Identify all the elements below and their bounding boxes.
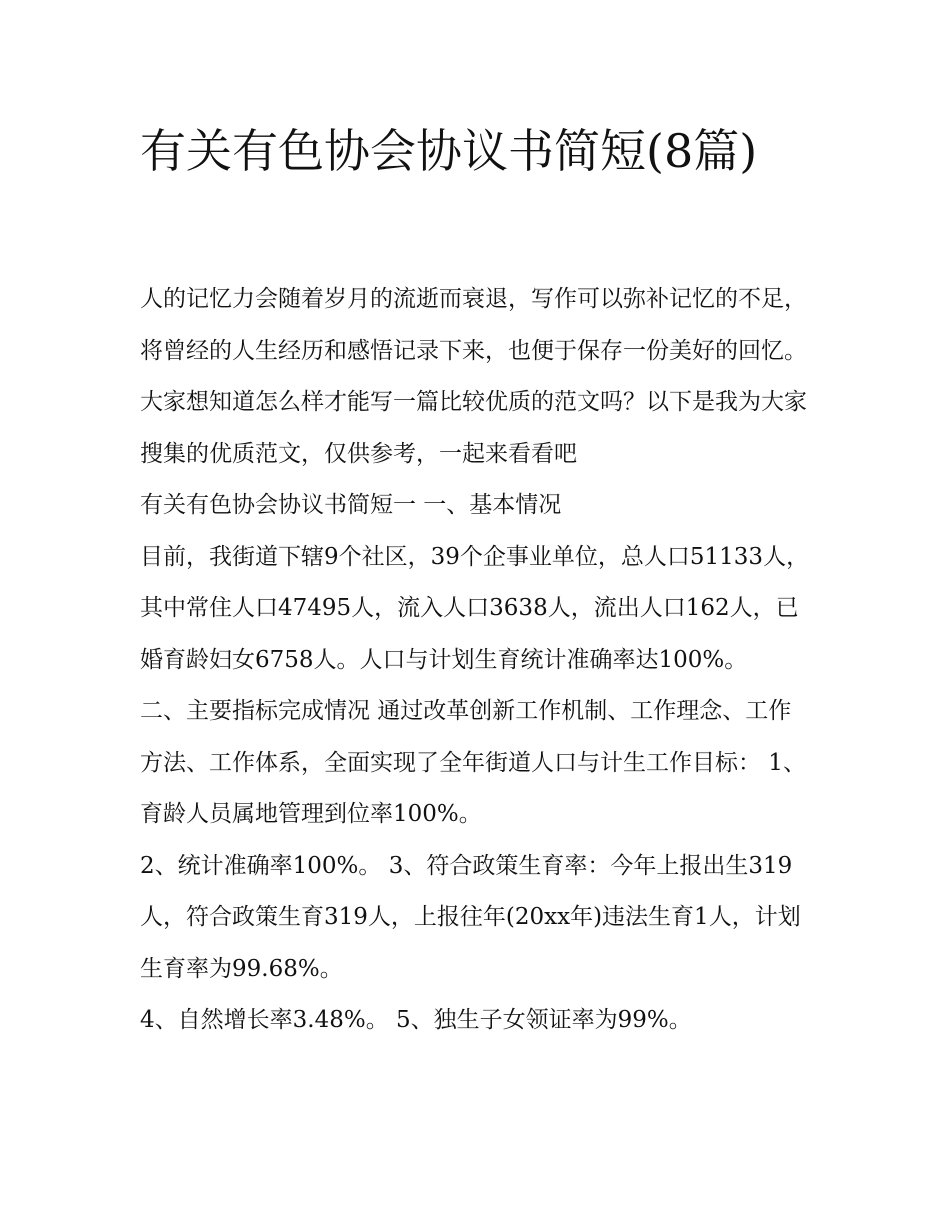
- paragraph-section-heading: 有关有色协会协议书简短一 一、基本情况: [140, 492, 562, 518]
- document-body: [140, 274, 812, 1047]
- paragraph-growth-rate: 4、自然增长率3.48%。 5、独生子女领证率为99%。: [140, 1007, 692, 1033]
- paragraph-basic-situation: 目前，我街道下辖9个社区，39个企事业单位，总人口51133人，其中常住人口47495人，流入人口3638人，流出人口162人，已婚育龄妇女6758人。人口与计划生育统计准确率达100%。: [140, 543, 810, 673]
- document-title: 有关有色协会协议书简短(8篇): [140, 124, 758, 178]
- paragraph-intro: 人的记忆力会随着岁月的流逝而衰退，写作可以弥补记忆的不足，将曾经的人生经历和感悟记录下来，也便于保存一份美好的回忆。大家想知道怎么样才能写一篇比较优质的范文吗？以下是我为大家搜集的优质范文，仅供参考，一起来看看吧: [140, 286, 807, 467]
- paragraph-main-indicators: 二、主要指标完成情况 通过改革创新工作机制、工作理念、工作方法、工作体系，全面实现了全年街道人口与计生工作目标： 1、育龄人员属地管理到位率100%。: [140, 698, 806, 827]
- paragraph-statistics: 2、统计准确率100%。 3、符合政策生育率：今年上报出生319人，符合政策生育319人，上报往年(20xx年)违法生育1人，计划生育率为99.68%。: [140, 852, 801, 982]
